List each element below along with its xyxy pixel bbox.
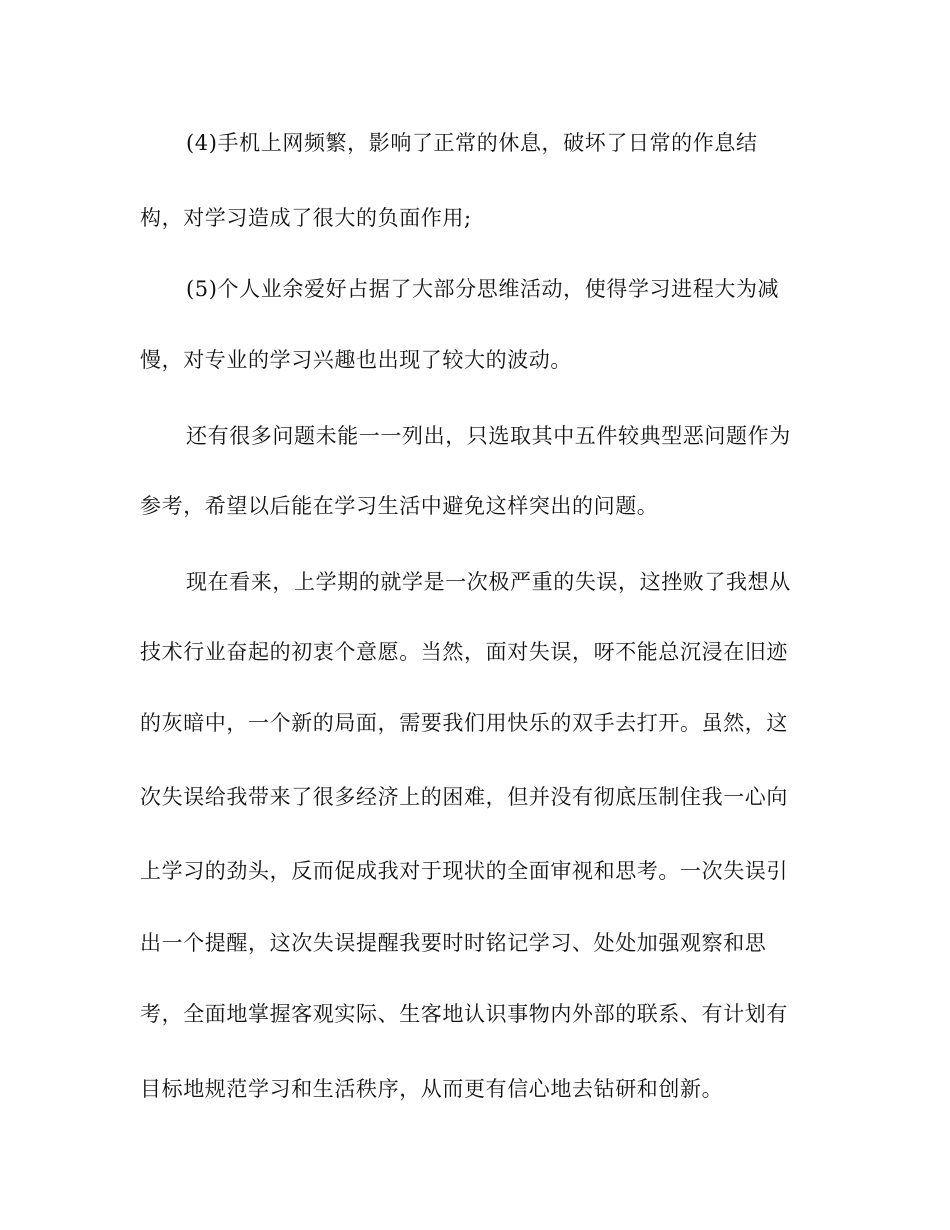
paragraph-line: 现在看来，上学期的就学是一次极严重的失误，这挫败了我想从 (186, 570, 791, 594)
paragraph-line: 上学习的劲头，反而促成我对于现状的全面审视和思考。一次失误引 (140, 859, 788, 883)
paragraph-line: (5)个人业余爱好占据了大部分思维活动，使得学习进程大为减 (186, 277, 780, 301)
paragraph-line: 技术行业奋起的初衷个意愿。当然，面对失误，呀不能总沉浸在旧迹 (140, 640, 788, 664)
paragraph-line: 目标地规范学习和生活秩序，从而更有信心地去钻研和创新。 (140, 1077, 724, 1101)
paragraph-line: 的灰暗中，一个新的局面，需要我们用快乐的双手去打开。虽然，这 (140, 711, 788, 735)
paragraph-line: 次失误给我带来了很多经济上的困难，但并没有彻底压制住我一心向 (140, 785, 788, 809)
paragraph-line: 考，全面地掌握客观实际、生客地认识事物内外部的联系、有计划有 (140, 1002, 788, 1026)
paragraph-line: 出一个提醒，这次失误提醒我要时时铭记学习、处处加强观察和思 (140, 931, 767, 955)
paragraph-line: 构，对学习造成了很大的负面作用; (140, 206, 472, 230)
paragraph-line: (4)手机上网频繁，影响了正常的休息，破坏了日常的作息结 (186, 131, 758, 155)
paragraph-line: 参考，希望以后能在学习生活中避免这样突出的问题。 (140, 494, 659, 518)
paragraph-line: 慢，对专业的学习兴趣也出现了较大的波动。 (140, 348, 572, 372)
paragraph-line: 还有很多问题未能一一列出，只选取其中五件较典型恶问题作为 (186, 424, 791, 448)
